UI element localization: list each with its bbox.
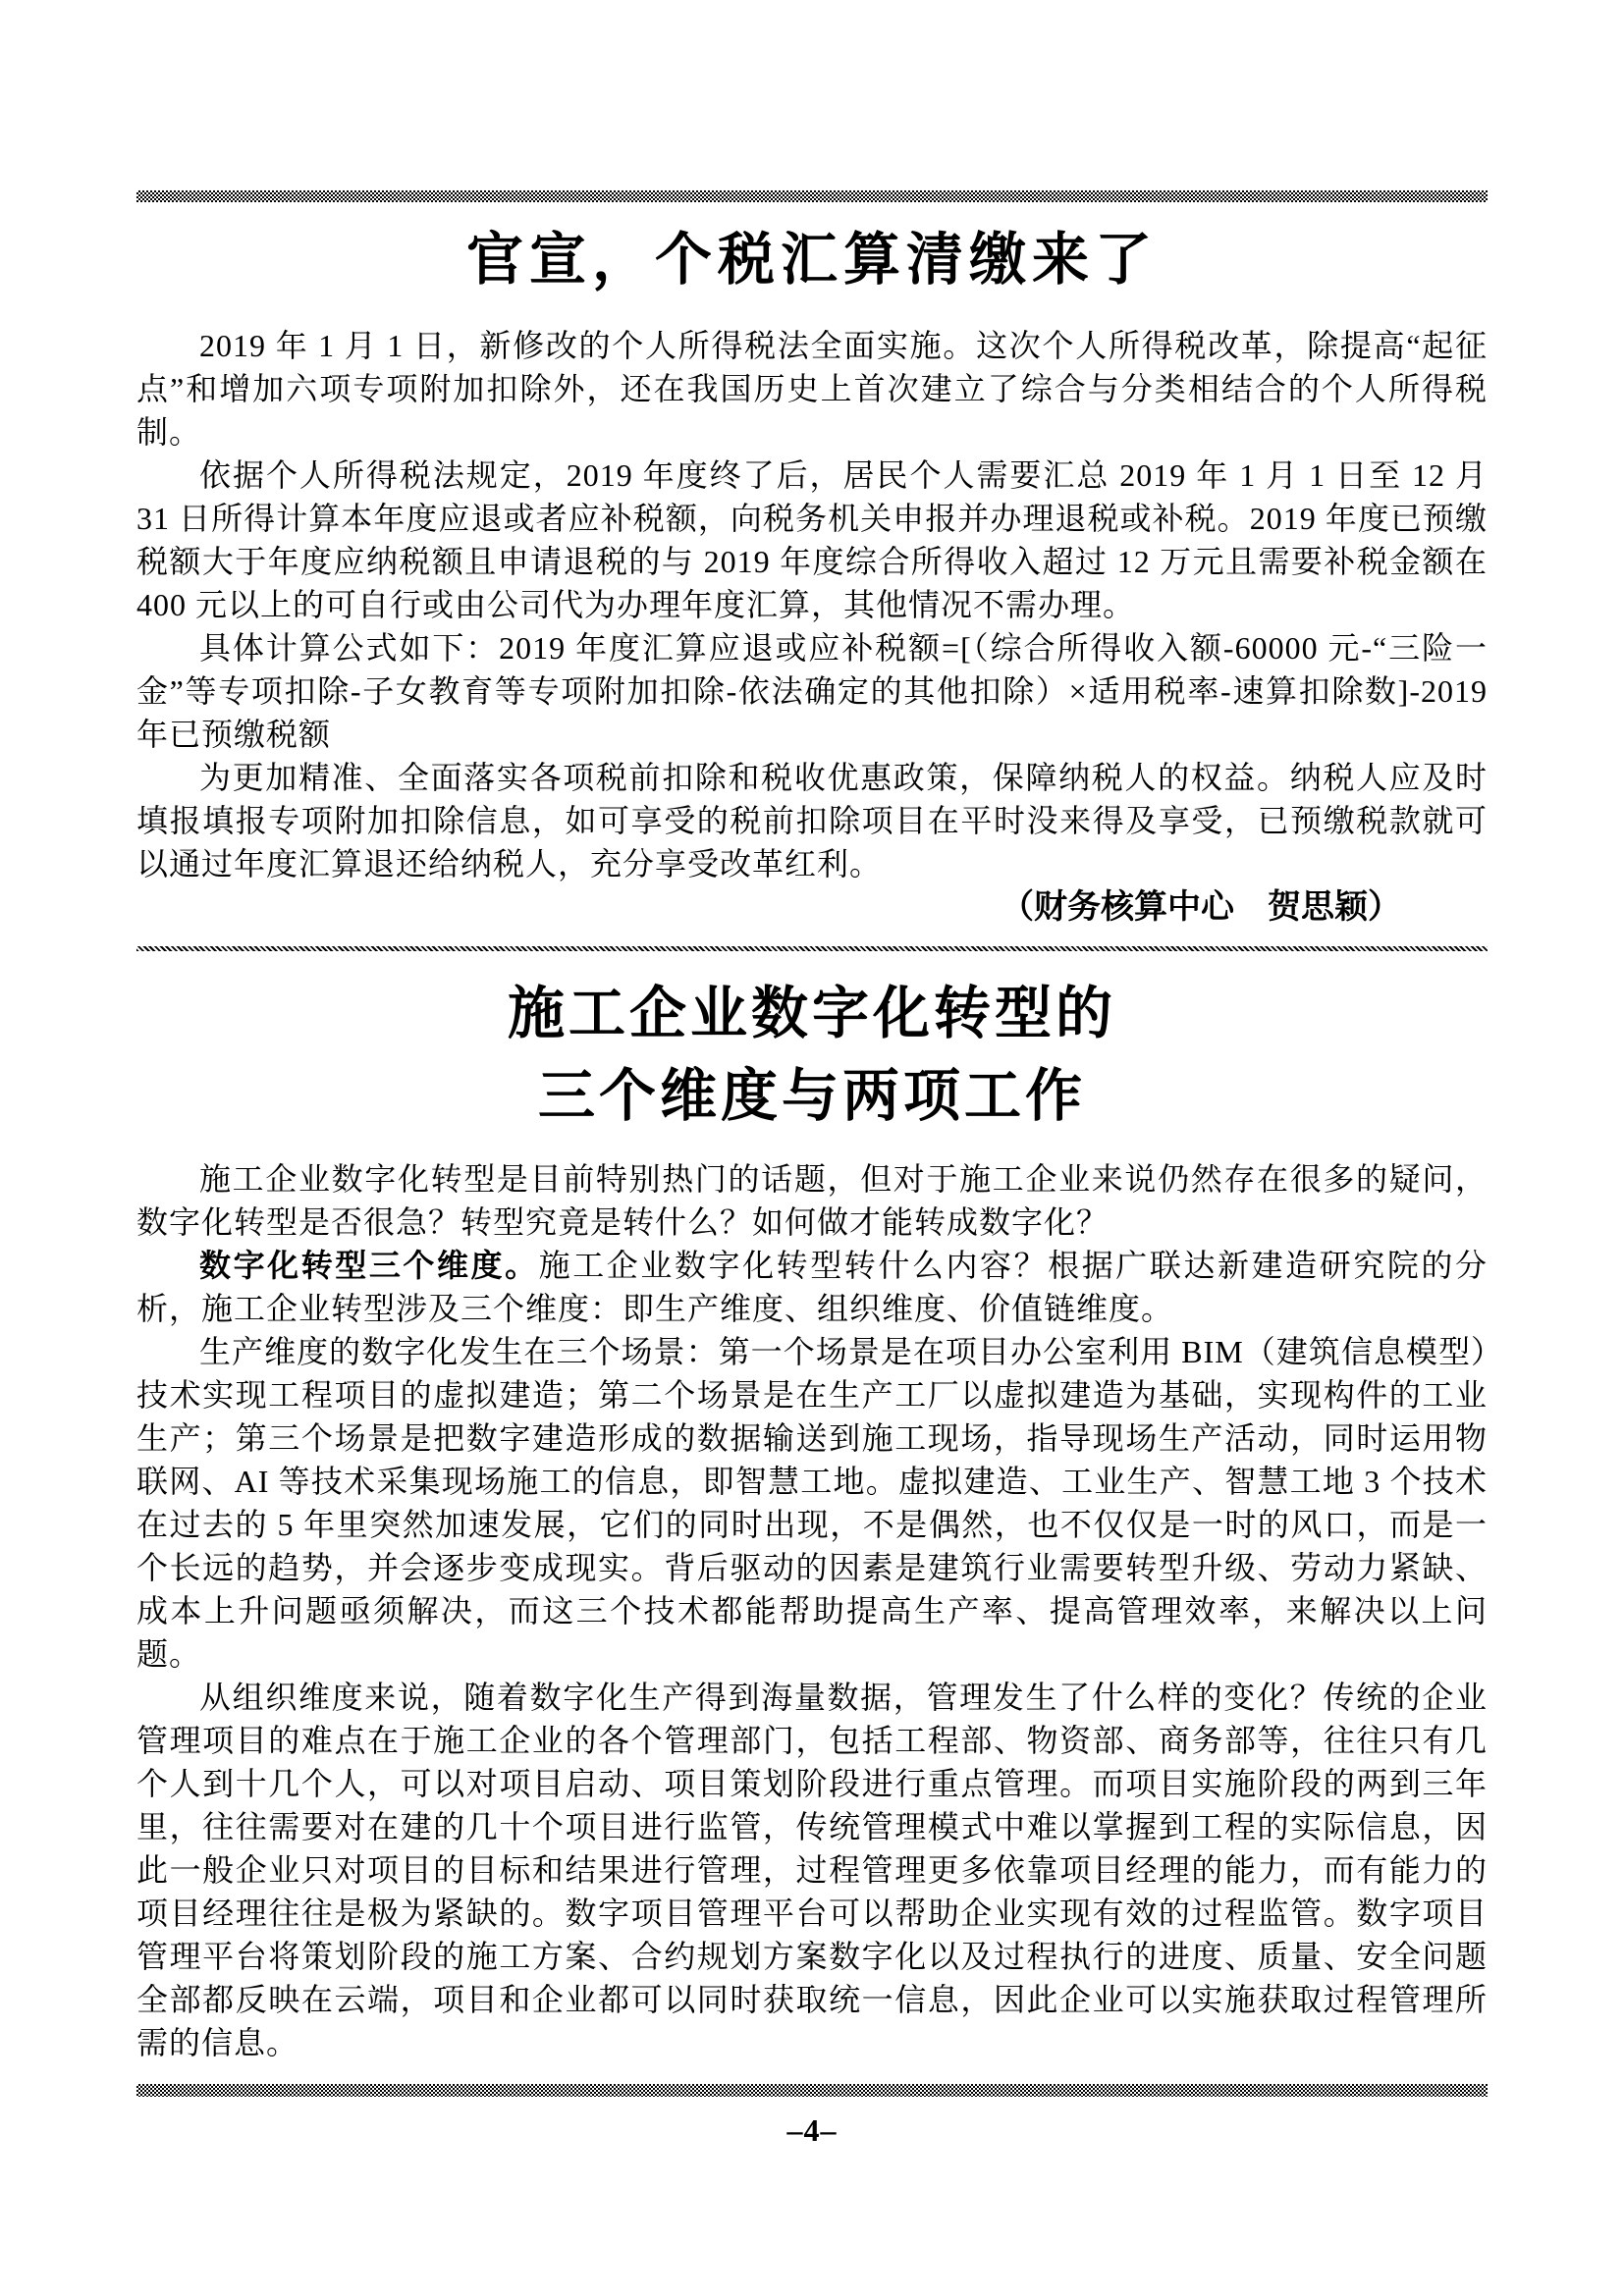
article-tax-body [136, 324, 1488, 885]
article-digital-title-line2: 三个维度与两项工作 [537, 1064, 1086, 1128]
paragraph: 具体计算公式如下：2019 年度汇算应退或应补税额=[（综合所得收入额-60000 元-“三险一金”等专项扣除-子女教育等专项附加扣除-依法确定的其他扣除）×适用税率-速算扣除数]-2019 年已预缴税额 [136, 630, 1488, 752]
paragraph [136, 1244, 1488, 1330]
article-digital-transformation [136, 973, 1488, 2064]
article-tax [136, 230, 1488, 931]
paragraph: 施工企业数字化转型是目前特别热门的话题，但对于施工企业来说仍然存在很多的疑问，数字化转型是否很急？转型究竟是转什么？如何做才能转成数字化？ [136, 1161, 1488, 1240]
article-tax-title: 官宣，个税汇算清缴来了 [465, 228, 1158, 292]
article-digital-body [136, 1157, 1488, 2064]
bottom-rule [136, 2084, 1488, 2097]
paragraph: 为更加精准、全面落实各项税前扣除和税收优惠政策，保障纳税人的权益。纳税人应及时填报填报专项附加扣除信息，如可享受的税前扣除项目在平时没来得及享受，已预缴税款就可以通过年度汇算退还给纳税人，充分享受改革红利。 [136, 760, 1488, 881]
section-divider [136, 946, 1488, 951]
page-content [136, 0, 1488, 2149]
paragraph: 从组织维度来说，随着数字化生产得到海量数据，管理发生了什么样的变化？传统的企业管理项目的难点在于施工企业的各个管理部门，包括工程部、物资部、商务部等，往往只有几个人到十几个人，可以对项目启动、项目策划阶段进行重点管理。而项目实施阶段的两到三年里，往往需要对在建的几十个项目进行监管，传统管理模式中难以掌握到工程的实际信息，因此一般企业只对项目的目标和结果进行管理，过程管理更多依靠项目经理的能力，而有能力的项目经理往往是极为紧缺的。数字项目管理平台可以帮助企业实现有效的过程监管。数字项目管理平台将策划阶段的施工方案、合约规划方案数字化以及过程执行的进度、质量、安全问题全部都反映在云端，项目和企业都可以同时获取统一信息，因此企业可以实施获取过程管理所需的信息。 [136, 1680, 1488, 2060]
article-digital-title-line1: 施工企业数字化转型的 [507, 982, 1116, 1045]
paragraph: 依据个人所得税法规定，2019 年度终了后，居民个人需要汇总 2019 年 1 月 1 日至 12 月 31 日所得计算本年度应退或者应补税额，向税务机关申报并办理退税或补税。2019 年度已预缴税额大于年度应纳税额且申请退税的与 2019 年度综合所得收入超过 12 万元且需要补税金额在 400 元以上的可自行或由公司代为办理年度汇算，其他情况不需办理。 [136, 457, 1488, 622]
page-number: –4– [786, 2112, 838, 2148]
paragraph: 生产维度的数字化发生在三个场景：第一个场景是在项目办公室利用 BIM（建筑信息模型）技术实现工程项目的虚拟建造；第二个场景是在生产工厂以虚拟建造为基础，实现构件的工业生产；第三个场景是把数字建造形成的数据输送到施工现场，指导现场生产活动，同时运用物联网、AI 等技术采集现场施工的信息，即智慧工地。虚拟建造、工业生产、智慧工地 3 个技术在过去的 5 年里突然加速发展，它们的同时出现，不是偶然，也不仅仅是一时的风口，而是一个长远的趋势，并会逐步变成现实。背后驱动的因素是建筑行业需要转型升级、劳动力紧缺、成本上升问题亟须解决，而这三个技术都能帮助提高生产率、提高管理效率，来解决以上问题。 [136, 1334, 1488, 1672]
article-tax-byline: （财务核算中心 贺思颖） [1001, 889, 1401, 926]
top-rule [136, 190, 1488, 202]
paragraph-text: 施工企业数字化转型转什么内容？根据广联达新建造研究院的分析，施工企业转型涉及三个维度：即生产维度、组织维度、价值链维度。 [136, 1248, 1488, 1326]
paragraph: 2019 年 1 月 1 日，新修改的个人所得税法全面实施。这次个人所得税改革，除提高“起征点”和增加六项专项附加扣除外，还在我国历史上首次建立了综合与分类相结合的个人所得税制。 [136, 328, 1488, 450]
article-digital-title [136, 973, 1488, 1138]
paragraph-bold-lead: 数字化转型三个维度。 [199, 1248, 539, 1283]
